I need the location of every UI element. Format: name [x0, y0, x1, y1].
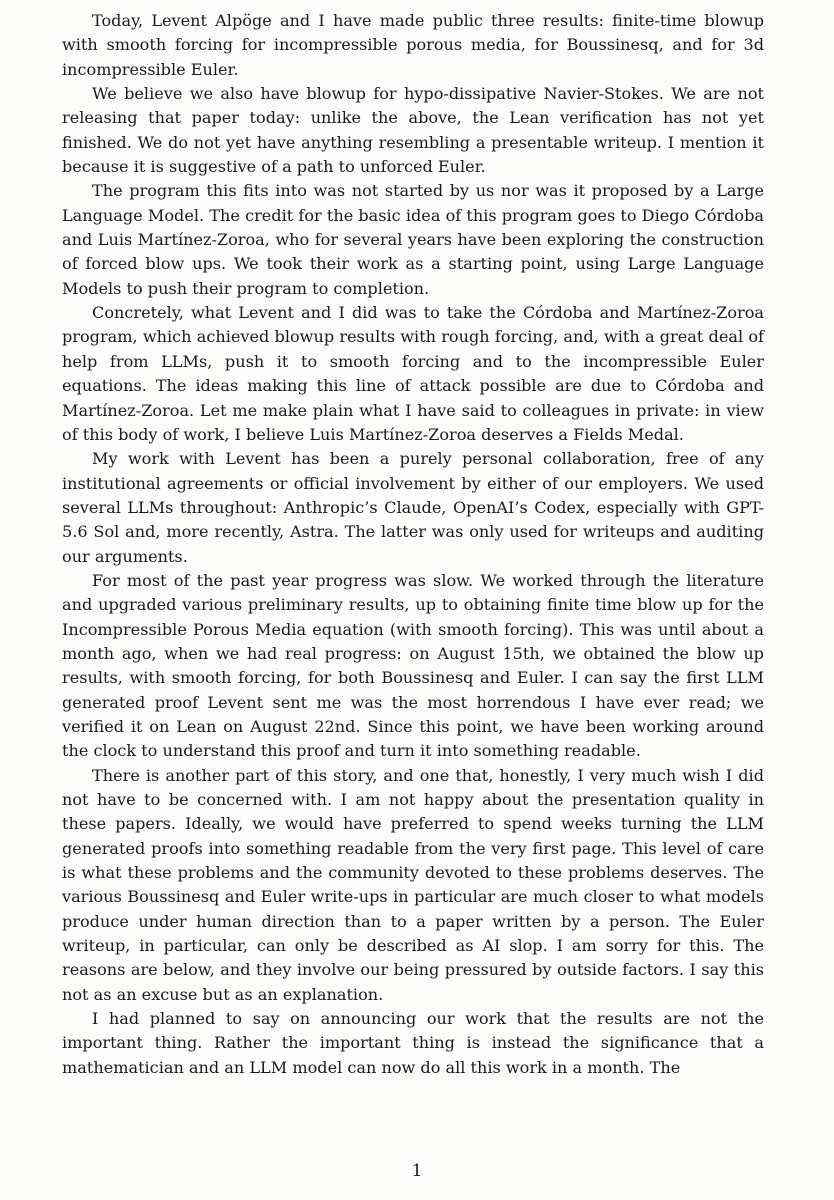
- paragraph-1: Today, Levent Alpöge and I have made public three results: finite-time blowup with smooth forcing for incompressible porous media, for Boussinesq, and for 3d incompressible Euler.: [62, 11, 764, 79]
- paragraph-7: There is another part of this story, and one that, honestly, I very much wish I did not have to be concerned with. I am not happy about the presentation quality in these papers. Ideally, we would have preferred to spend weeks turning the LLM generated proofs into something readable from the very first page. This level of care is what these problems and the community devoted to these problems deserves. The various Boussinesq and Euler write-ups in particular are much closer to what models produce under human direction than to a paper written by a person. The Euler writeup, in particular, can only be described as AI slop. I am sorry for this. The reasons are below, and they involve our being pressured by outside factors. I say this not as an excuse but as an explanation.: [62, 765, 764, 1004]
- paragraph-6: For most of the past year progress was slow. We worked through the literature and upgraded various preliminary results, up to obtaining finite time blow up for the Incompressible Porous Media equation (with smooth forcing). This was until about a month ago, when we had real progress: on August 15th, we obtained the blow up results, with smooth forcing, for both Boussinesq and Euler. I can say the first LLM generated proof Levent sent me was the most horrendous I have ever read; we verified it on Lean on August 22nd. Since this point, we have been working around the clock to understand this proof and turn it into something readable.: [62, 570, 764, 761]
- paragraph-3: The program this fits into was not started by us nor was it proposed by a Large Language Model. The credit for the basic idea of this program goes to Diego Córdoba and Luis Martínez-Zoroa, who for several years have been exploring the construction of forced blow ups. We took their work as a starting point, using Large Language Models to push their program to completion.: [62, 181, 764, 298]
- paragraph-2: We believe we also have blowup for hypo-dissipative Navier-Stokes. We are not releasing that paper today: unlike the above, the Lean verification has not yet finished. We do not yet have anything resembling a presentable writeup. I mention it because it is suggestive of a path to unforced Euler.: [62, 84, 764, 177]
- page-number: 1: [411, 1161, 423, 1181]
- paragraph-8: I had planned to say on announcing our work that the results are not the important thing. Rather the important thing is instead the significance that a mathematician and an LLM model can now do all this work in a month. The: [62, 1009, 764, 1077]
- document-body: [62, 9, 764, 1080]
- paragraph-4: Concretely, what Levent and I did was to take the Córdoba and Martínez-Zoroa program, which achieved blowup results with rough forcing, and, with a great deal of help from LLMs, push it to smooth forcing and to the incompressible Euler equations. The ideas making this line of attack possible are due to Córdoba and Martínez-Zoroa. Let me make plain what I have said to colleagues in private: in view of this body of work, I believe Luis Martínez-Zoroa deserves a Fields Medal.: [62, 303, 764, 444]
- paragraph-5: My work with Levent has been a purely personal collaboration, free of any institutional agreements or official involvement by either of our employers. We used several LLMs throughout: Anthropic’s Claude, OpenAI’s Codex, especially with GPT-5.6 Sol and, more recently, Astra. The latter was only used for writeups and auditing our arguments.: [62, 449, 764, 566]
